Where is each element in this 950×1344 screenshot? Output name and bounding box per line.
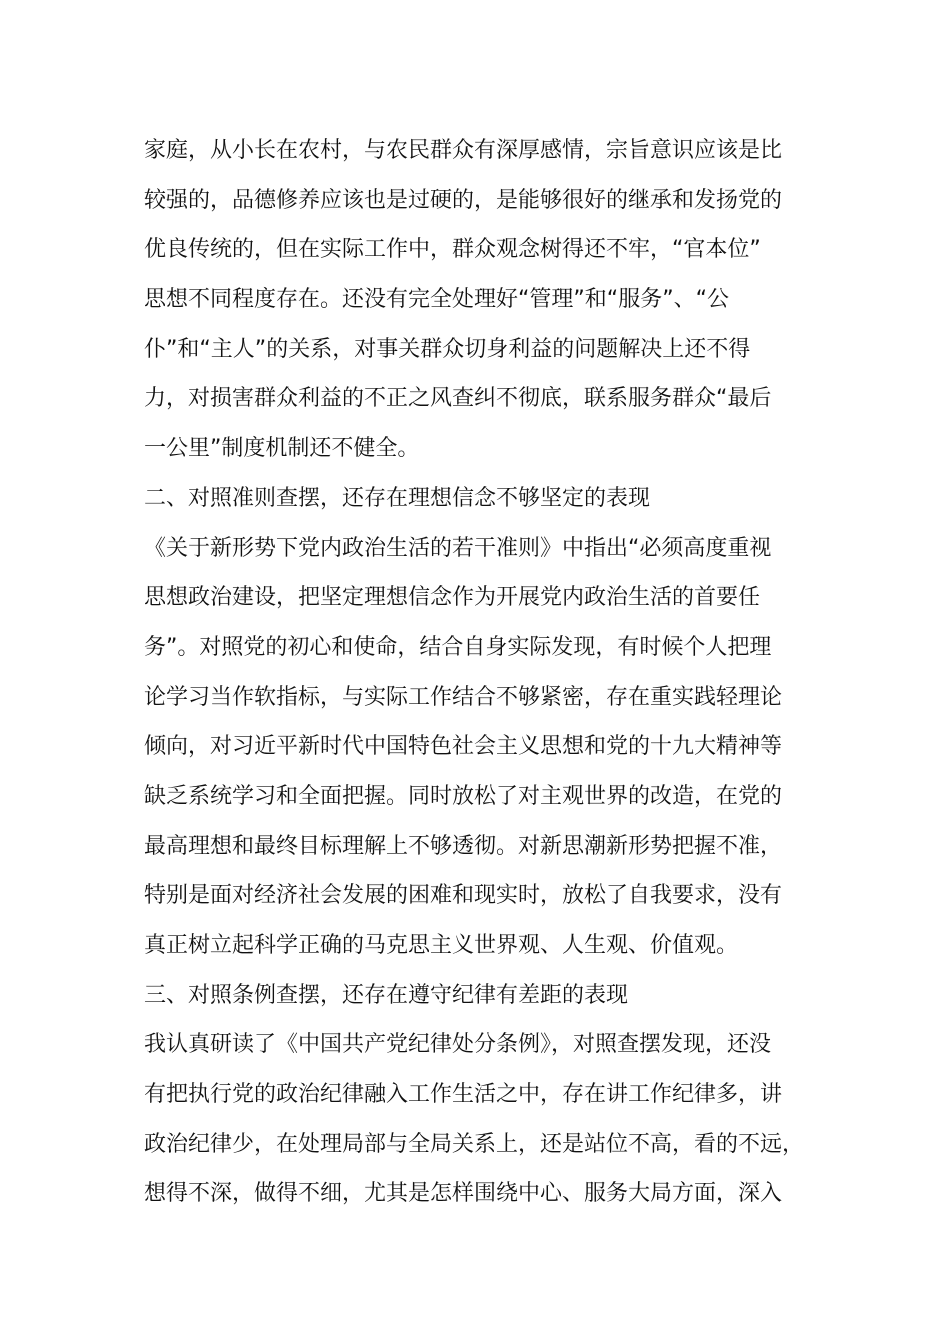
paragraph-line: 我认真研读了《中国共产党纪律处分条例》，对照查摆发现，还没 <box>144 1032 772 1058</box>
paragraph-line: 优良传统的，但在实际工作中，群众观念树得还不牢，“官本位” <box>144 237 761 263</box>
paragraph-line: 一公里”制度机制还不健全。 <box>144 436 420 462</box>
paragraph-line: 思想政治建设，把坚定理想信念作为开展党内政治生活的首要任 <box>144 585 761 611</box>
paragraph-line: 有把执行党的政治纪律融入工作生活之中，存在讲工作纪律多，讲 <box>144 1082 783 1108</box>
paragraph-line: 较强的，品德修养应该也是过硬的，是能够很好的继承和发扬党的 <box>144 187 783 213</box>
paragraph-line: 仆”和“主人”的关系，对事关群众切身利益的问题解决上还不得 <box>144 336 751 362</box>
paragraph-line: 《关于新形势下党内政治生活的若干准则》中指出“必须高度重视 <box>144 535 772 561</box>
paragraph-line: 真正树立起科学正确的马克思主义世界观、人生观、价值观。 <box>144 933 739 958</box>
paragraph-line: 倾向，对习近平新时代中国特色社会主义思想和党的十九大精神等 <box>144 734 783 760</box>
paragraph-line: 务”。对照党的初心和使命，结合自身实际发现，有时候个人把理 <box>144 634 772 660</box>
paragraph-line: 力，对损害群众利益的不正之风查纠不彻底，联系服务群众“最后 <box>144 386 772 412</box>
document-body <box>144 126 844 1219</box>
section-heading: 三、对照条例查摆，还存在遵守纪律有差距的表现 <box>144 982 629 1008</box>
paragraph-line: 家庭，从小长在农村，与农民群众有深厚感情，宗旨意识应该是比 <box>144 138 783 163</box>
paragraph-line: 想得不深，做得不细，尤其是怎样围绕中心、服务大局方面，深入 <box>144 1181 783 1207</box>
paragraph-line: 缺乏系统学习和全面把握。同时放松了对主观世界的改造，在党的 <box>144 783 783 809</box>
paragraph-line: 政治纪律少，在处理局部与全局关系上，还是站位不高，看的不远， <box>144 1131 805 1157</box>
paragraph-line: 最高理想和最终目标理解上不够透彻。对新思潮新形势把握不准， <box>144 833 783 859</box>
paragraph-line: 思想不同程度存在。还没有完全处理好“管理”和“服务”、“公 <box>144 287 729 313</box>
section-heading: 二、对照准则查摆，还存在理想信念不够坚定的表现 <box>144 485 651 511</box>
paragraph-line: 论学习当作软指标，与实际工作结合不够紧密，存在重实践轻理论 <box>144 684 783 710</box>
paragraph-line: 特别是面对经济社会发展的困难和现实时，放松了自我要求，没有 <box>144 883 783 909</box>
